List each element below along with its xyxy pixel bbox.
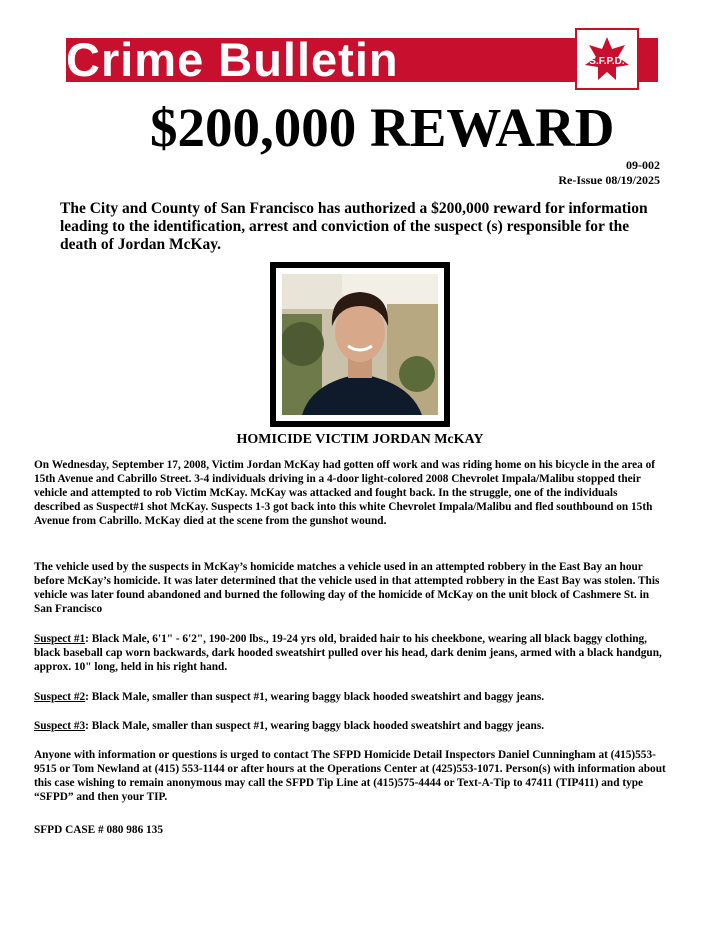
suspect-2-label: Suspect #2	[34, 691, 86, 703]
crime-bulletin-banner	[66, 33, 658, 86]
incident-paragraph: On Wednesday, September 17, 2008, Victim Jordan McKay had gotten off work and was riding home on his bicycle in the area of 15th Avenue and Cabrillo Street. 3-4 individuals driving in a 4-door light-colored 2008 Chevrolet Impala/Malibu stopped their vehicle and attempted to rob Victim McKay. McKay was attacked and fought back. In the struggle, one of the individuals described as Suspect#1 shot McKay. Suspects 1-3 got back into this white Chevrolet Impala/Malibu and fled southbound on 15th Avenue from Cabrillo. McKay died at the scene from the gunshot wound.	[34, 459, 656, 527]
suspect-1-description	[34, 632, 666, 674]
badge-text: S.F.P.D.	[589, 56, 625, 67]
sfpd-badge-logo	[575, 28, 639, 90]
photo-caption: HOMICIDE VICTIM JORDAN McKAY	[236, 432, 484, 447]
bulletin-title: Crime Bulletin	[66, 33, 399, 86]
case-number: SFPD CASE # 080 986 135	[34, 824, 163, 836]
bulletin-number: 09-002	[626, 158, 660, 172]
victim-photo	[282, 274, 438, 415]
bulletin-reference	[558, 158, 660, 188]
suspect-1-text: : Black Male, 6'1" - 6'2", 190-200 lbs., 19-24 yrs old, braided hair to his cheekbone, wearing all black baggy clothing, black baseball cap worn backwards, dark hooded sweatshirt pulled over his head, dark denim jeans, armed with a black handgun, approx. 10" long, held in his right hand.	[34, 633, 662, 673]
suspect-3-text: : Black Male, smaller than suspect #1, wearing baggy black hooded sweatshirt and baggy jeans.	[85, 720, 545, 732]
suspect-1-label: Suspect #1	[34, 633, 86, 645]
reward-announcement: The City and County of San Francisco has authorized a $200,000 reward for information leading to the identification, arrest and conviction of the suspect (s) responsible for the death of Jordan McKay.	[60, 200, 648, 253]
suspect-3-description	[34, 719, 666, 733]
reissue-date: Re-Issue 08/19/2025	[558, 173, 660, 187]
suspect-2-description	[34, 690, 666, 704]
suspect-3-label: Suspect #3	[34, 720, 86, 732]
reward-headline: $200,000 REWARD	[150, 97, 615, 158]
vehicle-paragraph: The vehicle used by the suspects in McKay’s homicide matches a vehicle used in an attempted robbery in the East Bay an hour before McKay’s homicide. It was later determined that the vehicle used in that attempted robbery in the East Bay was stolen. This vehicle was later found abandoned and burned the following day of the homicide of McKay on the unit block of Cashmere St. in San Francisco	[34, 561, 660, 615]
suspect-2-text: : Black Male, smaller than suspect #1, wearing baggy black hooded sweatshirt and baggy jeans.	[85, 691, 545, 703]
contact-paragraph: Anyone with information or questions is urged to contact The SFPD Homicide Detail Inspectors Daniel Cunningham at (415)553-9515 or Tom Newland at (415) 553-1144 or after hours at the Operations Center at (425)553-1071. Person(s) with information about this case wishing to remain anonymous may call the SFPD Tip Line at (415)575-4444 or Text-A-Tip to 47411 (TIP411) and type “SFPD” and then your TIP.	[34, 749, 666, 803]
victim-photo-frame	[270, 262, 450, 427]
